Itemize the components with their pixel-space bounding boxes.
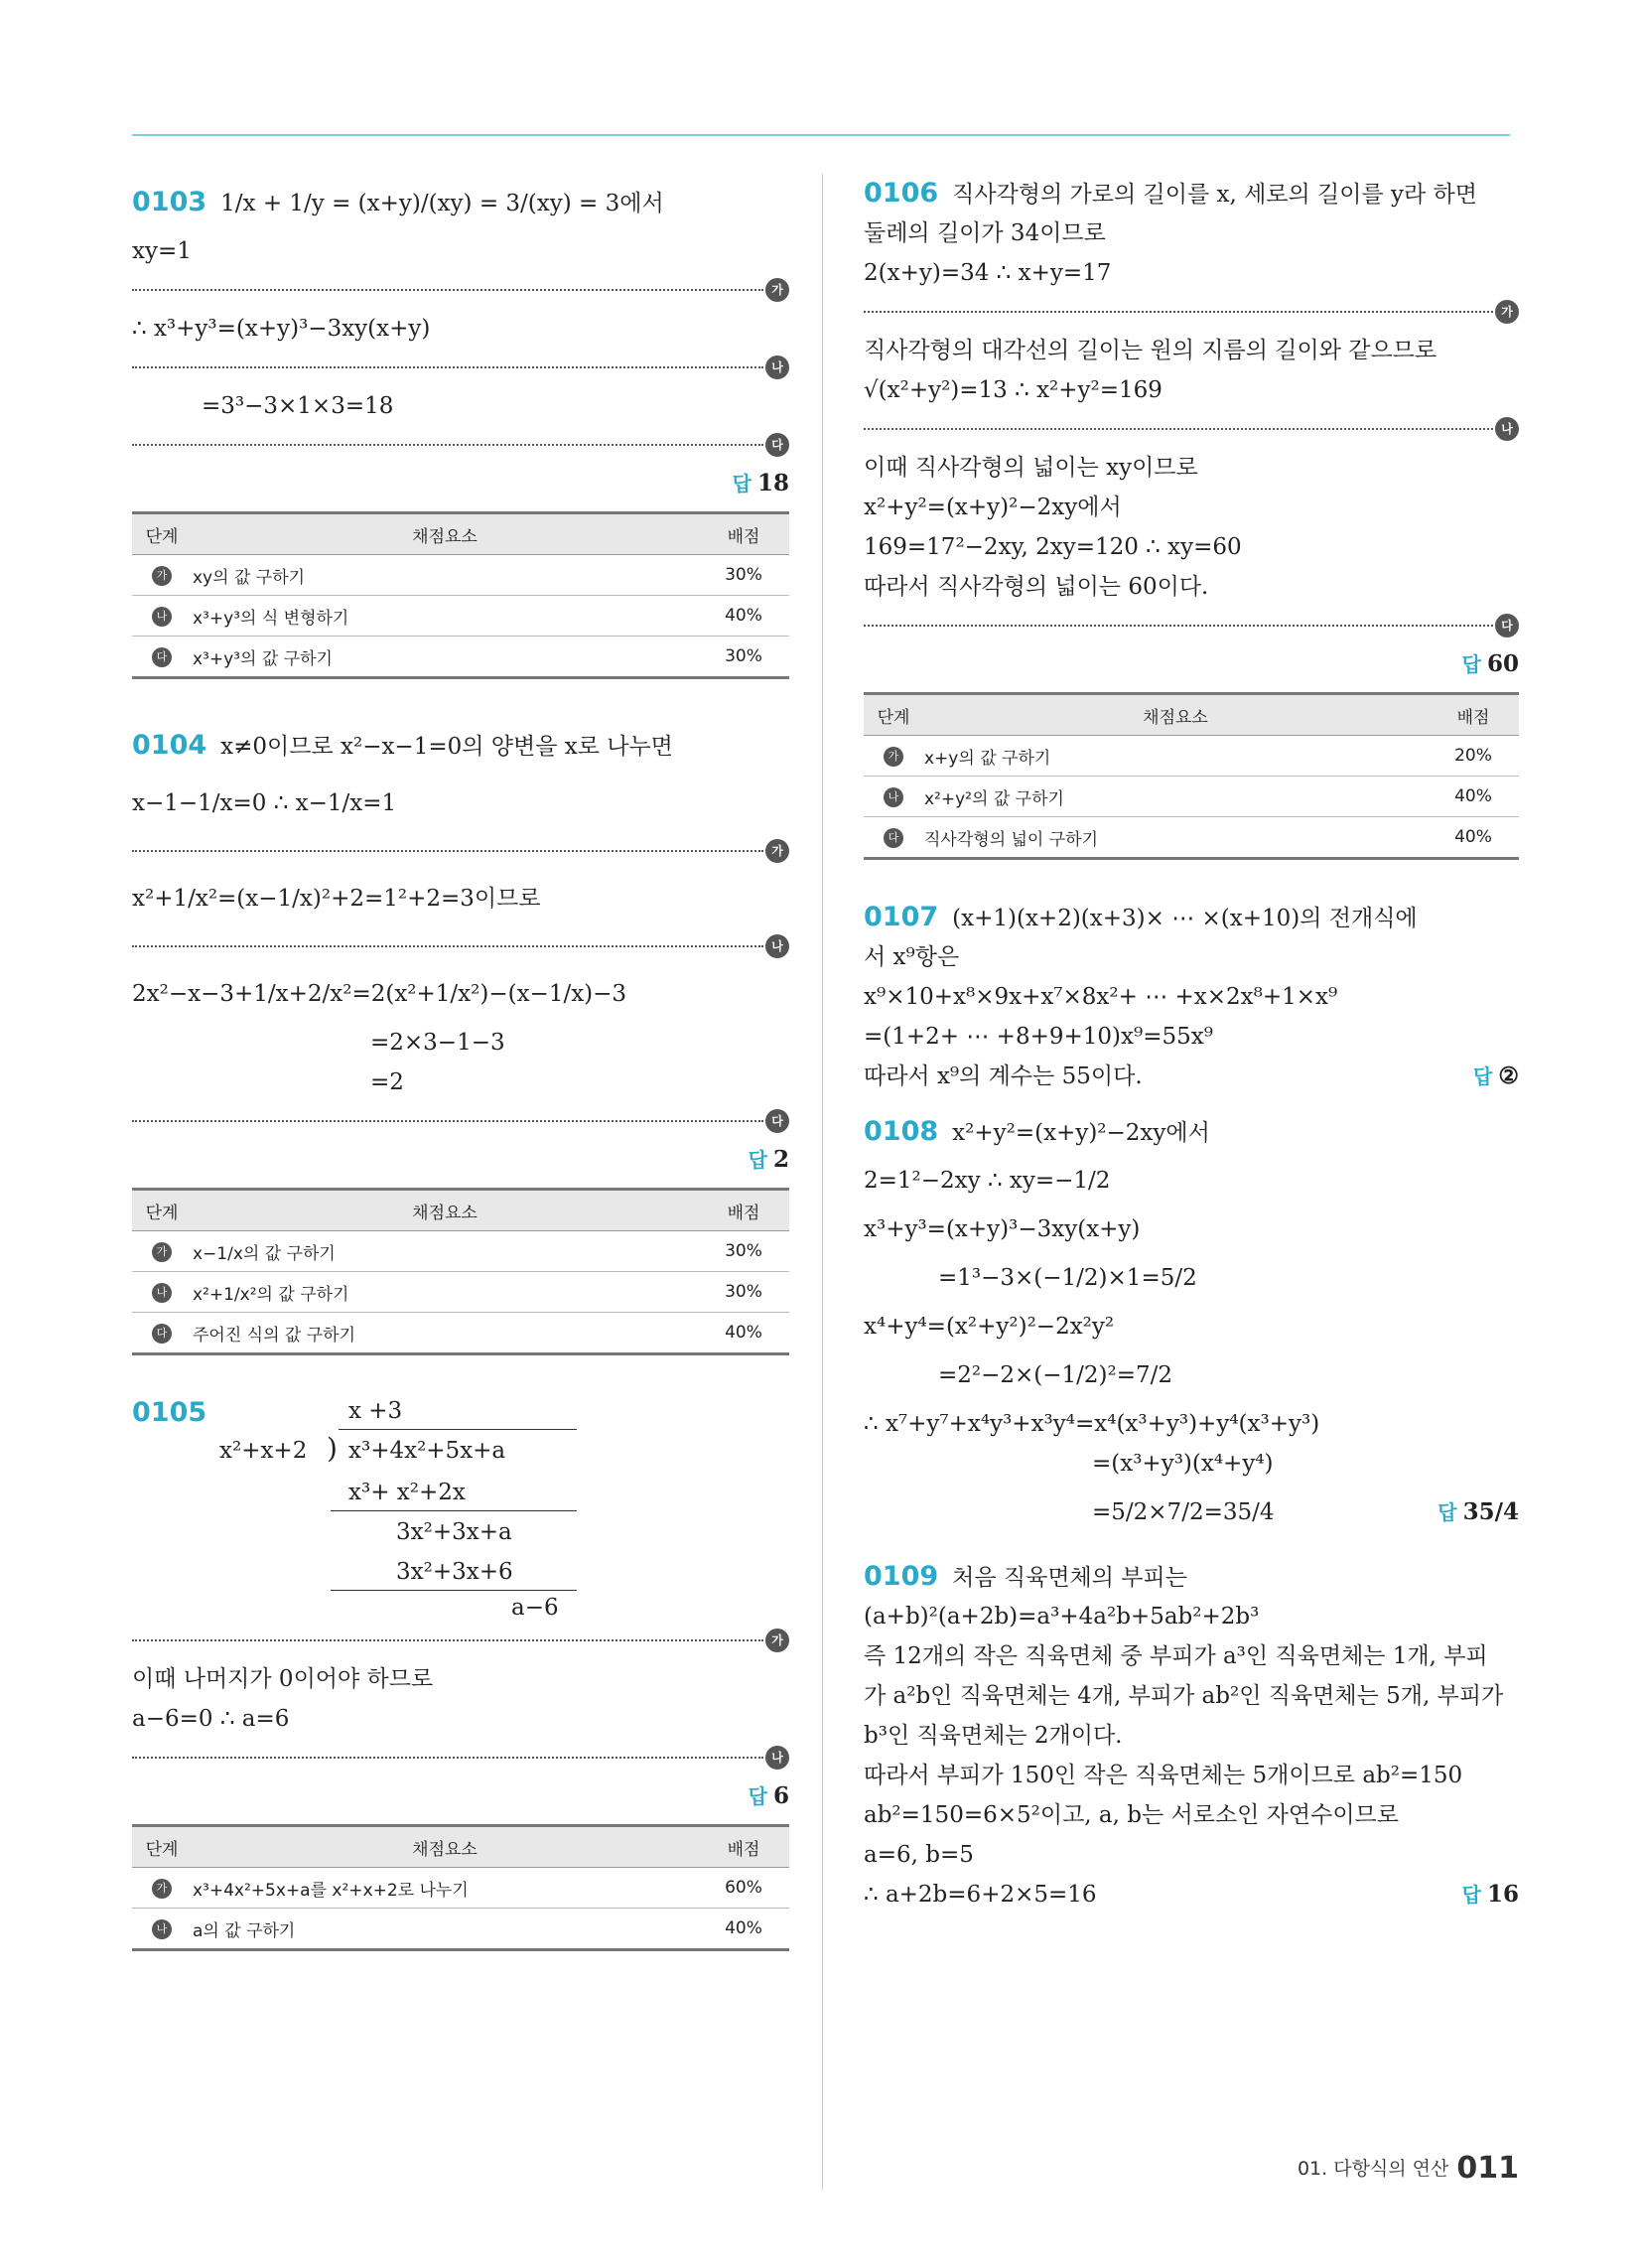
criteria-cell: x³+y³의 값 구하기 [192,637,698,678]
header-stage: 단계 [132,1190,192,1231]
solution-line: 직사각형의 가로의 길이를 x, 세로의 길이를 y라 하면 [952,182,1477,208]
solution-line: 둘레의 길이가 34이므로 [864,220,1106,246]
header-score: 배점 [698,513,789,555]
header-stage: 단계 [864,694,923,736]
step-separator [132,931,789,961]
solution-line: ∴ a+2b=6+2×5=16 [864,1882,1097,1908]
answer-label: 답 [732,472,752,496]
step-separator [132,1743,789,1772]
answer-value: 60 [1486,650,1519,677]
solution-line: =(x³+y³)(x⁴+y⁴) [1092,1451,1274,1477]
answer-value: ② [1498,1063,1519,1089]
header-stage: 단계 [132,1826,192,1868]
step-mark: 나 [884,787,903,807]
solution-line: =5/2×7/2=35/4 [1092,1499,1275,1525]
step-mark: 가 [765,839,789,863]
solution-line: x²+y²=(x+y)²−2xy에서 [952,1120,1210,1146]
answer [1462,1875,1519,1914]
problem-0105 [132,1393,789,1951]
solution-line: 따라서 부피가 150인 작은 직육면체는 5개이므로 ab²=150 [864,1763,1463,1788]
table-row [132,555,789,596]
criteria-cell: x³+4x²+5x+a를 x²+x+2로 나누기 [192,1868,698,1909]
solution-line: √(x²+y²)=13 ∴ x²+y²=169 [864,377,1163,403]
right-column [864,174,1519,1914]
table-row [132,1313,789,1354]
criteria-cell: xy의 값 구하기 [192,555,698,596]
answer-value: 35/4 [1462,1498,1519,1525]
step-mark: 다 [1495,614,1519,638]
step-mark: 가 [152,1242,172,1262]
step-mark: 가 [1495,300,1519,324]
table-row [132,637,789,678]
solution-line: ∴ x³+y³=(x+y)³−3xy(x+y) [132,316,431,342]
solution-line: (x+1)(x+2)(x+3)× ⋯ ×(x+10)의 전개식에 [952,906,1418,931]
solution-line: 즉 12개의 작은 직육면체 중 부피가 a³인 직육면체는 1개, 부피 [864,1643,1488,1669]
table-header-row [132,1190,789,1231]
answer-value: 2 [772,1146,789,1173]
step-separator [864,414,1519,444]
score-cell: 60% [698,1868,789,1909]
answer [132,464,789,503]
solution-line: 따라서 직사각형의 넓이는 60이다. [864,574,1209,600]
step-mark: 다 [765,1109,789,1133]
solution-line: =2 [370,1069,404,1095]
solution-line: x≠0이므로 x²−x−1=0의 양변을 x로 나누면 [220,734,673,760]
step-mark: 다 [765,433,789,457]
step-mark: 나 [765,934,789,958]
solution-line: a=6, b=5 [864,1842,974,1868]
header-score: 배점 [1428,694,1519,736]
criteria-cell: x²+1/x²의 값 구하기 [192,1272,698,1313]
header-score: 배점 [698,1826,789,1868]
step-mark: 다 [152,1324,172,1344]
solution-line: ab²=150=6×5²이고, a, b는 서로소인 자연수이므로 [864,1802,1399,1828]
divisor: x²+x+2 [219,1438,308,1464]
solution-line: 2(x+y)=34 ∴ x+y=17 [864,260,1112,286]
solution-line: =3³−3×1×3=18 [202,393,394,419]
solution-line: 서 x⁹항은 [864,944,960,970]
table-row [864,817,1519,859]
step-separator [864,611,1519,640]
score-cell: 30% [698,1231,789,1272]
problem-number: 0105 [132,1397,207,1428]
solution-line: 직사각형의 대각선의 길이는 원의 지름의 길이와 같으므로 [864,338,1437,363]
solution-line: 이때 나머지가 0이어야 하므로 [132,1666,434,1692]
step-separator [132,353,789,382]
remainder: 3x²+3x+a [396,1519,512,1545]
header-score: 배점 [698,1190,789,1231]
solution-line: x−1−1/x=0 ∴ x−1/x=1 [132,790,397,816]
problem-number: 0103 [132,187,207,217]
dividend: x³+4x²+5x+a [348,1438,506,1464]
table-row [864,736,1519,777]
criteria-cell: a의 값 구하기 [192,1909,698,1950]
solution-line: =(1+2+ ⋯ +8+9+10)x⁹=55x⁹ [864,1024,1213,1050]
score-cell: 30% [698,637,789,678]
step-mark: 나 [765,355,789,379]
scoring-table [132,1188,789,1355]
scoring-table [132,511,789,679]
solution-line: x²+y²=(x+y)²−2xy에서 [864,495,1122,520]
quotient: x +3 [348,1398,403,1424]
problem-0109 [864,1557,1519,1914]
header-criteria: 채점요소 [192,1826,698,1868]
answer-label: 답 [748,1784,767,1808]
criteria-cell: x−1/x의 값 구하기 [192,1231,698,1272]
criteria-cell: x³+y³의 식 변형하기 [192,596,698,637]
score-cell: 30% [698,1272,789,1313]
step-mark: 가 [152,566,172,586]
criteria-cell: x+y의 값 구하기 [923,736,1428,777]
solution-line: 2x²−x−3+1/x+2/x²=2(x²+1/x²)−(x−1/x)−3 [132,981,627,1007]
solution-line: x³+y³=(x+y)³−3xy(x+y) [864,1216,1141,1242]
solution-line: 따라서 x⁹의 계수는 55이다. [864,1063,1143,1089]
top-rule [132,134,1510,136]
table-row [132,596,789,637]
solution-line: 2=1²−2xy ∴ xy=−1/2 [864,1168,1111,1194]
step-mark: 가 [765,278,789,302]
answer-value: 6 [772,1782,789,1809]
problem-0103 [132,174,789,679]
solution-line: 가 a²b인 직육면체는 4개, 부피가 ab²인 직육면체는 5개, 부피가 [864,1683,1504,1709]
score-cell: 40% [1428,777,1519,817]
column-divider [822,174,823,2190]
table-row [132,1231,789,1272]
step-mark: 다 [884,828,903,848]
criteria-cell: 직사각형의 넓이 구하기 [923,817,1428,859]
criteria-cell: x²+y²의 값 구하기 [923,777,1428,817]
left-column [132,174,789,1951]
step-mark: 다 [152,647,172,667]
problem-number: 0107 [864,902,939,932]
table-row [132,1272,789,1313]
score-cell: 40% [698,1909,789,1950]
step-mark: 나 [152,607,172,627]
answer-label: 답 [1473,1064,1493,1088]
step-mark: 가 [884,747,903,767]
answer-value: 16 [1486,1881,1519,1908]
score-cell: 40% [698,596,789,637]
criteria-cell: 주어진 식의 값 구하기 [192,1313,698,1354]
scoring-table [132,1824,789,1951]
score-cell: 30% [698,555,789,596]
step-separator [132,1626,789,1655]
answer-label: 답 [1461,1883,1481,1907]
answer-value: 18 [756,470,789,496]
problem-number: 0108 [864,1116,939,1147]
step-mark: 나 [765,1746,789,1770]
step-separator [132,430,789,460]
answer [864,644,1519,684]
problem-0104 [132,717,789,1355]
problem-number: 0106 [864,178,939,209]
solution-line: =2×3−1−3 [370,1030,505,1056]
step-separator [864,297,1519,327]
solution-line: b³인 직육면체는 2개이다. [864,1723,1123,1749]
problem-0108 [864,1112,1519,1541]
table-header-row [132,513,789,555]
answer-label: 답 [1461,652,1481,676]
page-footer [1298,2151,1519,2186]
answer [132,1140,789,1180]
scoring-table [864,692,1519,860]
problem-number: 0109 [864,1561,939,1592]
solution-line: x²+1/x²=(x−1/x)²+2=1²+2=3이므로 [132,886,541,912]
step-mark: 가 [152,1879,172,1899]
chapter-title: 01. 다항식의 연산 [1297,2158,1449,2180]
problem-0106 [864,174,1519,860]
solution-line: (a+b)²(a+2b)=a³+4a²b+5ab²+2b³ [864,1604,1260,1630]
answer-label: 답 [748,1148,767,1172]
problem-number: 0104 [132,730,207,761]
step-mark: 가 [765,1629,789,1652]
solution-line: xy=1 [132,238,192,264]
solution-line: =2²−2×(−1/2)²=7/2 [938,1362,1173,1388]
solution-line: a−6=0 ∴ a=6 [132,1706,290,1732]
score-cell: 40% [698,1313,789,1354]
step-mark: 나 [152,1283,172,1303]
step-mark: 나 [1495,417,1519,441]
subtrahend: 3x²+3x+6 [396,1559,513,1585]
table-row [132,1868,789,1909]
header-criteria: 채점요소 [192,513,698,555]
score-cell: 40% [1428,817,1519,859]
table-header-row [864,694,1519,736]
remainder: a−6 [511,1595,559,1621]
solution-line: =1³−3×(−1/2)×1=5/2 [938,1265,1197,1291]
subtrahend: x³+ x²+2x [348,1480,466,1505]
solution-line: 이때 직사각형의 넓이는 xy이므로 [864,455,1198,481]
table-row [132,1909,789,1950]
solution-line: x⁴+y⁴=(x²+y²)²−2x²y² [864,1314,1115,1340]
answer-label: 답 [1437,1500,1457,1524]
step-separator [132,275,789,305]
header-criteria: 채점요소 [192,1190,698,1231]
header-criteria: 채점요소 [923,694,1428,736]
step-separator [132,836,789,866]
table-header-row [132,1826,789,1868]
page-number: 011 [1456,2151,1519,2186]
answer [1473,1057,1519,1096]
solution-line: 처음 직육면체의 부피는 [952,1565,1187,1591]
solution-line: x⁹×10+x⁸×9x+x⁷×8x²+ ⋯ +x×2x⁸+1×x⁹ [864,984,1338,1010]
solution-line: 1/x + 1/y = (x+y)/(xy) = 3/(xy) = 3에서 [220,191,664,216]
problem-0107 [864,898,1519,1096]
solution-line: 169=17²−2xy, 2xy=120 ∴ xy=60 [864,534,1242,560]
solution-line: ∴ x⁷+y⁷+x⁴y³+x³y⁴=x⁴(x³+y³)+y⁴(x³+y³) [864,1411,1320,1437]
long-division: 0105 x +3 x²+x+2 ) x³+4x²+5x+a x³+ x²+2x 3x²+3x+a 3x²+3x+6 a−6 [132,1393,789,1622]
header-stage: 단계 [132,513,192,555]
step-mark: 나 [152,1919,172,1939]
score-cell: 20% [1428,736,1519,777]
answer [1437,1484,1519,1541]
table-row [864,777,1519,817]
answer [132,1776,789,1816]
step-separator [132,1106,789,1136]
